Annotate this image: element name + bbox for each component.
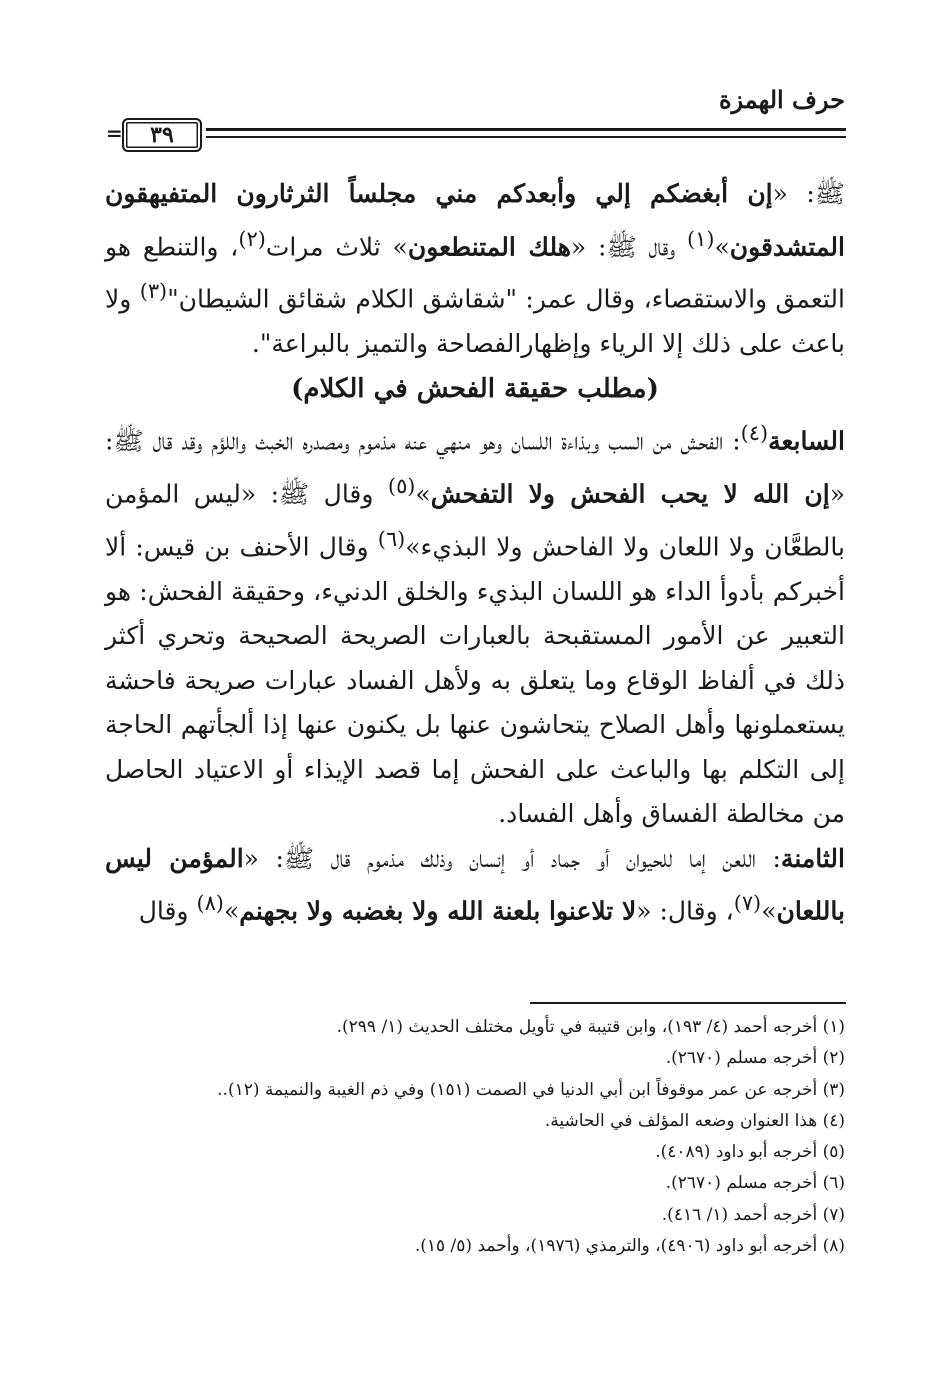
footnote-ref-4: (٤)	[740, 421, 769, 446]
footnote-ref-3: (٣)	[139, 279, 168, 304]
footnote-6: (٦) أخرجه مسلم (٢٦٧٠).	[665, 1173, 845, 1194]
footnote-ref-7: (٧)	[733, 891, 762, 916]
footnote-1: (١) أخرجه أحمد (٤/ ١٩٣)، وابن قتيبة في تأويل مختلف الحديث (١/ ٢٩٩).	[336, 1017, 845, 1037]
text: ، والتنطع هو التعمق والاستقصاء، وقال عمر: "شقاشق الكلام شقائق الشيطان"	[105, 231, 845, 314]
header-rule	[106, 118, 846, 152]
hadith-quote: لا تلاعنوا بلعنة الله ولا بغضبه ولا بجهنم	[239, 896, 637, 926]
rule-end-mark: =	[106, 121, 123, 145]
hadith-quote: هلك المتنطعون	[407, 231, 571, 261]
paragraph-2	[105, 411, 845, 836]
footnote-4: (٤) هذا العنوان وضعه المؤلف في الحاشية.	[544, 1110, 845, 1131]
footnote-ref-2: (٢)	[238, 226, 266, 251]
footnote-5: (٥) أخرجه أبو داود (٤٠٨٩).	[655, 1142, 845, 1163]
text: وقال ﷺ: «	[570, 231, 688, 261]
footnote-3: (٣) أخرجه عن عمر موقوفاً ابن أبي الدنيا في الصمت (١٥١) وفي ذم الغيبة والنميمة (١٢)..	[217, 1079, 845, 1100]
header-rule-thin	[206, 136, 846, 138]
hadith-quote: المؤمن ليس باللعان	[105, 843, 845, 926]
text: »	[415, 479, 431, 509]
section-label: السابعة	[768, 426, 845, 456]
footnote-ref-8: (٨)	[196, 891, 224, 916]
text: ﷺ: «	[772, 179, 845, 208]
paragraph-3	[105, 837, 845, 934]
text: وقال ﷺ: «ليس المؤمن بالطعَّان ولا اللعان ولا الفاحش ولا البذيء»	[105, 479, 845, 562]
text: ، وقال: «	[636, 896, 734, 926]
footnotes	[105, 1012, 845, 1262]
section-heading: (مطلب حقيقة الفحش في الكلام)	[291, 373, 659, 404]
hadith-quote: إن الله لا يحب الفحش ولا التفحش	[430, 479, 830, 509]
paragraph-1	[105, 172, 845, 367]
page-number: ٣٩	[122, 118, 202, 152]
header-rule-thick	[206, 128, 846, 131]
text: وقال	[138, 896, 197, 926]
footnote-ref-6: (٦)	[377, 526, 406, 551]
text: »	[714, 231, 730, 261]
text: »	[223, 896, 240, 926]
footnote-separator	[530, 1002, 846, 1004]
text: ولا باعث على ذلك إلا الرياء وإظهارالفصاحة والتميز بالبراعة".	[105, 284, 845, 359]
running-title: حرف الهمزة	[718, 85, 845, 114]
text: : اللعن إما للحيوان أو جماد أو إنسان وذلك مذموم قال ﷺ: «	[243, 843, 781, 873]
footnote-8: (٨) أخرجه أبو داود (٤٩٠٦)، والترمذي (١٩٧٦)، وأحمد (٥/ ١٥).	[414, 1236, 845, 1257]
footnote-7: (٧) أخرجه أحمد (١/ ٤١٦).	[661, 1204, 845, 1225]
main-text	[105, 172, 845, 934]
text: »	[761, 896, 777, 926]
footnote-ref-5: (٥)	[387, 473, 416, 498]
footnote-2: (٢) أخرجه مسلم (٢٦٧٠).	[665, 1048, 845, 1069]
hadith-quote: إن أبغضكم إلي وأبعدكم مني مجلساً الثرثارون المتفيهقون المتشدقون	[105, 179, 845, 261]
text: : الفحش من السب وبذاءة اللسان وهو منهي عنه مذموم ومصدره الخبث واللؤم وقد قال ﷺ: «	[105, 426, 845, 509]
footnote-ref-1: (١)	[687, 226, 715, 251]
text: وقال الأحنف بن قيس: ألا أخبركم بأدوأ الداء هو اللسان البذيء والخلق الدنيء، وحقيقة الفحش: هو التعبير عن الأمور المستقبحة بالعبارات الصريحة الصحيحة وتحري أكثر ذلك في ألفاظ الوقاع وما يتعلق به ولأهل الفساد عبارات صريحة فاحشة يستعملونها وأهل الصلاح يتحاشون عنها بل يكنون عنها إذا ألجأتهم الحاجة إلى التكلم بها والباعث على الفحش إما قصد الإيذاء أو الاعتياد الحاصل من مخالطة الفساق وأهل الفساد.	[105, 532, 845, 829]
section-label: الثامنة	[780, 843, 845, 873]
text: » ثلاث مرات	[265, 231, 408, 261]
